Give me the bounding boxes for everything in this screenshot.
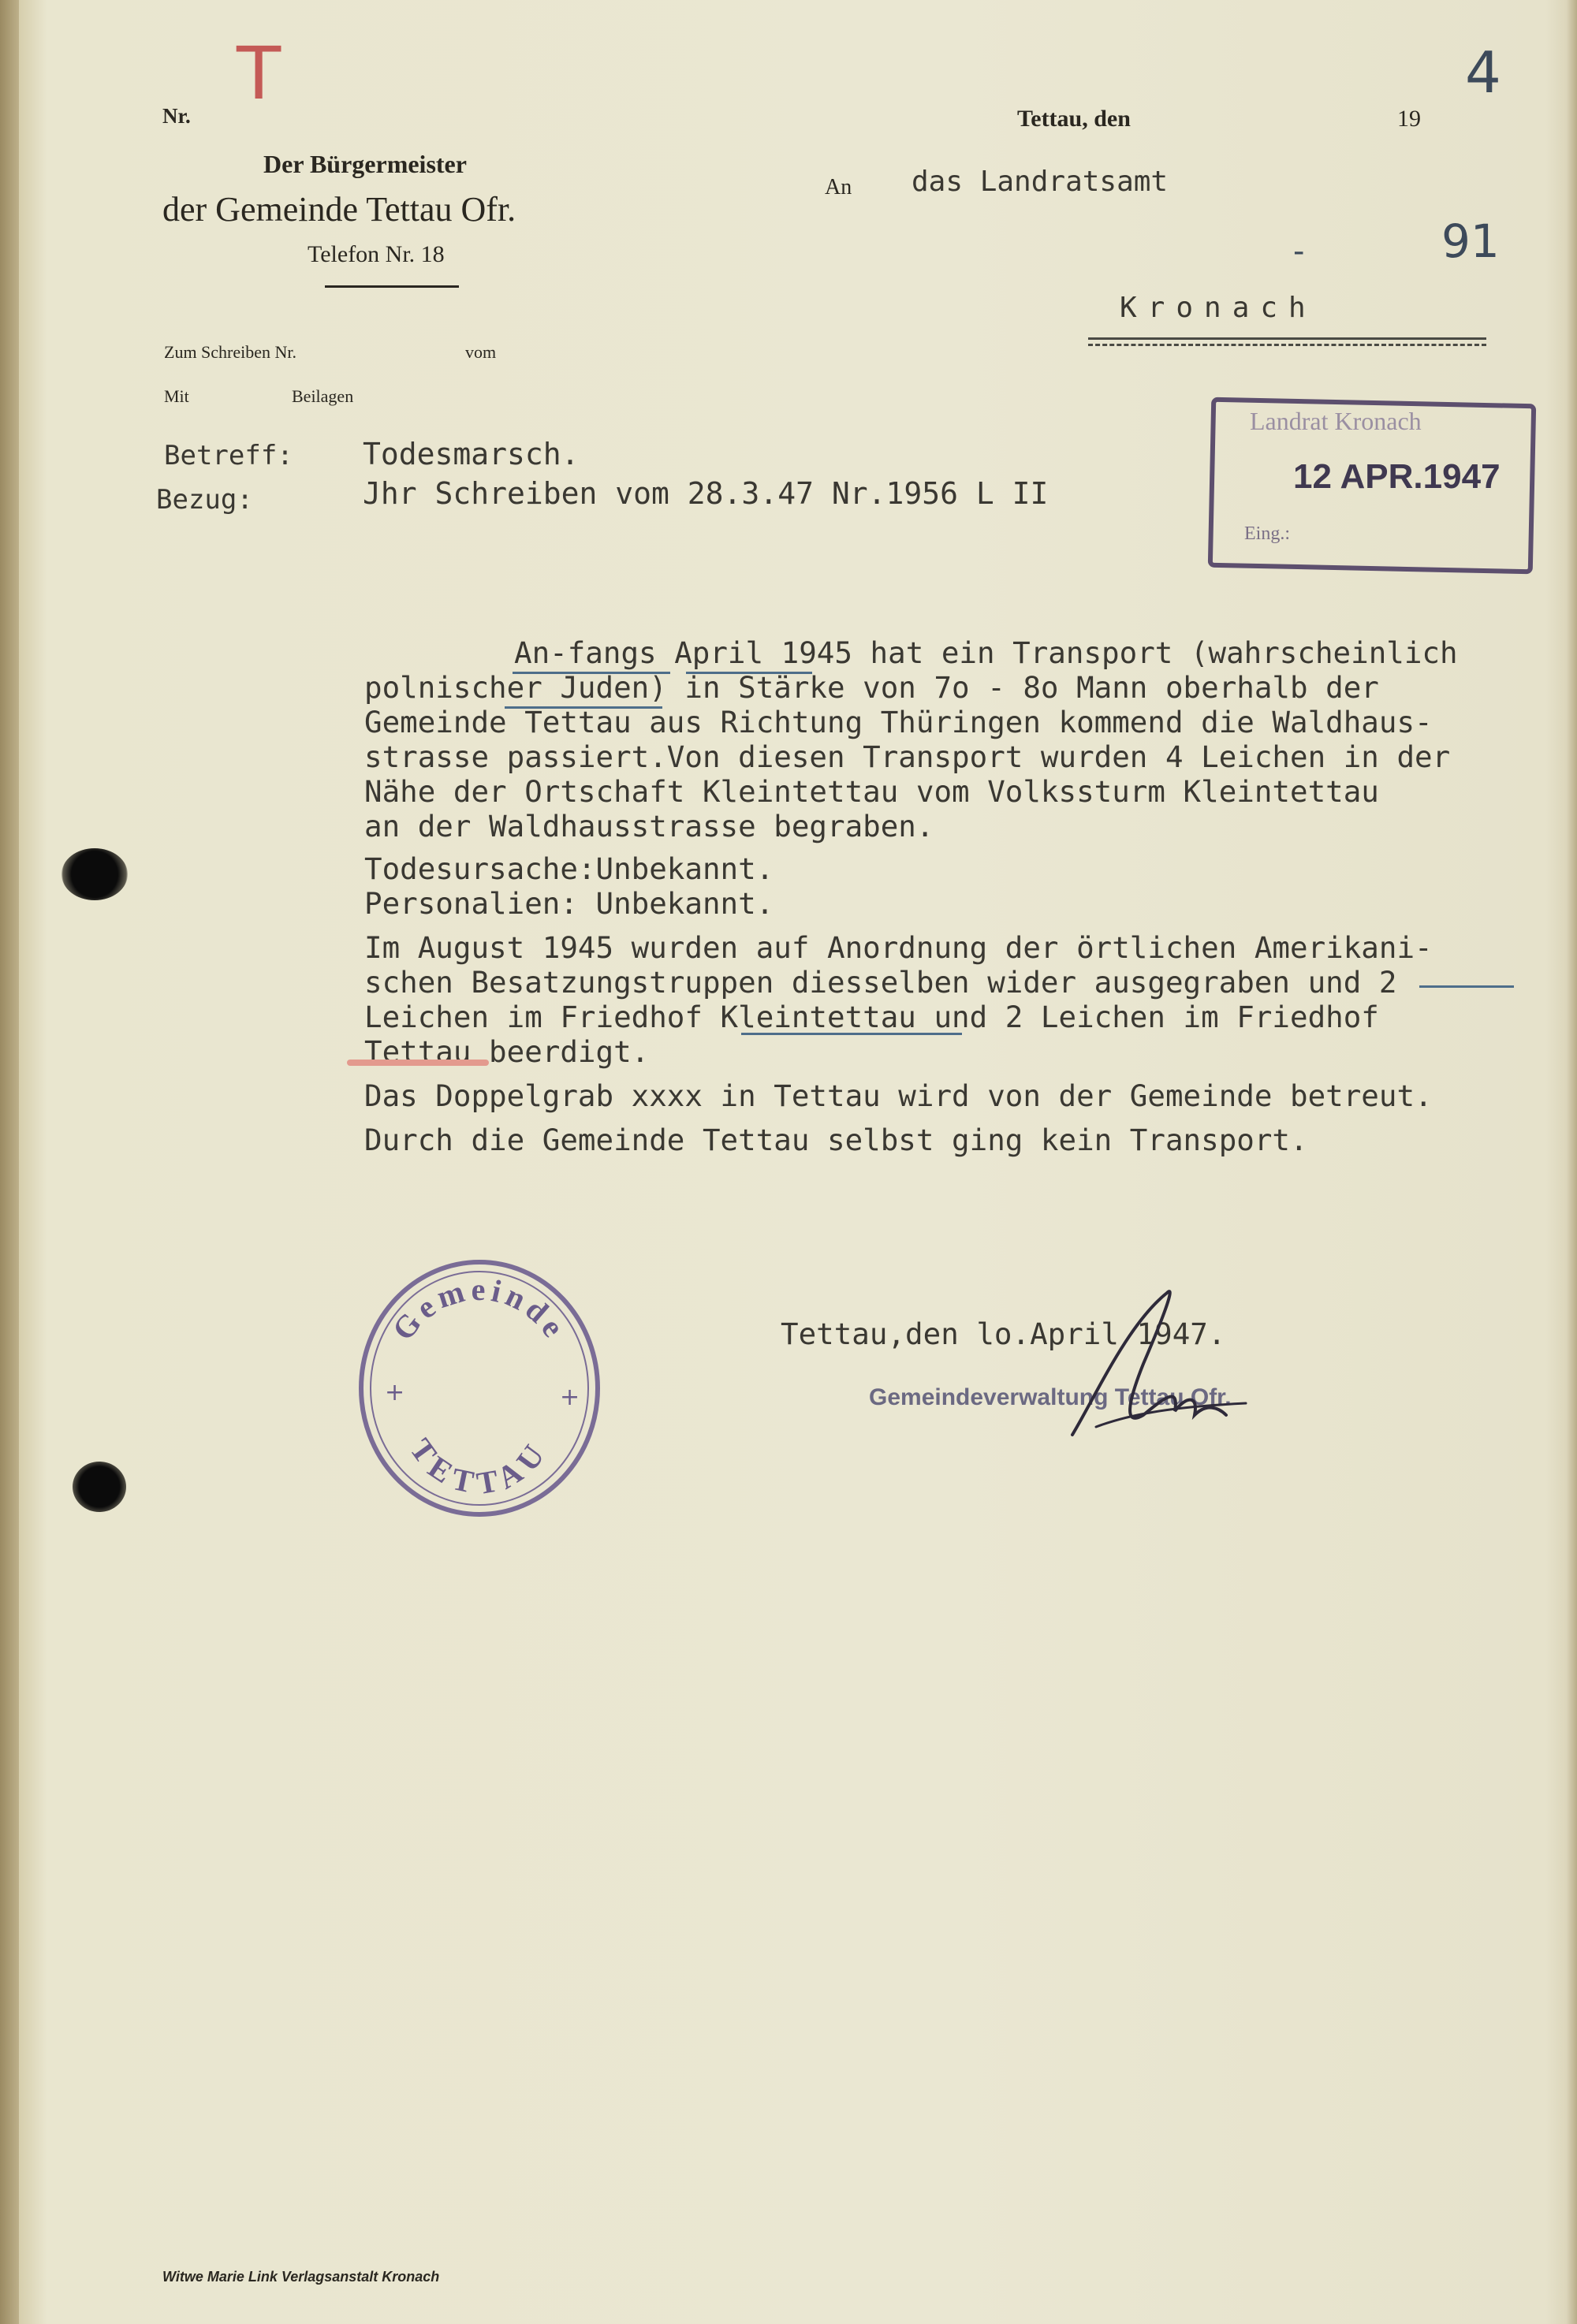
pencil-underline — [513, 672, 670, 674]
pencil-underline — [741, 1033, 962, 1035]
punch-hole — [73, 1462, 126, 1512]
seal-top-text: Gemeinde — [385, 1271, 575, 1347]
authority-stamp: Gemeindeverwaltung Tettau Ofr. — [869, 1384, 1232, 1410]
paper-right-edge — [1566, 0, 1577, 2324]
enclosure-mit-label: Mit — [164, 386, 189, 406]
reference-line-value: Jhr Schreiben vom 28.3.47 Nr.1956 L II — [363, 476, 1049, 511]
received-stamp-date: 12 APR.1947 — [1293, 457, 1501, 496]
enclosure-label: Beilagen — [292, 386, 354, 406]
body-line: Nähe der Ortschaft Kleintettau vom Volkssturm Kleintettau — [364, 774, 1379, 809]
punch-hole — [62, 848, 128, 900]
reference-line-label: Bezug: — [156, 484, 253, 516]
received-stamp-eing: Eing.: — [1244, 523, 1290, 544]
svg-text:+: + — [385, 1379, 405, 1406]
recipient-city: Kronach — [1120, 292, 1317, 324]
subject-label: Betreff: — [164, 440, 293, 471]
recipient-rule — [1088, 337, 1486, 340]
letterhead-municipality: der Gemeinde Tettau Ofr. — [162, 190, 516, 229]
nr-label: Nr. — [162, 104, 191, 128]
body-line: An-fangs April 1945 hat ein Transport (wahrscheinlich — [514, 635, 1458, 670]
body-line: an der Waldhausstrasse begraben. — [364, 809, 934, 844]
personal-data-line: Personalien: Unbekannt. — [364, 886, 774, 921]
reference-vom-label: vom — [465, 342, 497, 362]
closing-date: Tettau,den lo.April 1947. — [781, 1317, 1226, 1351]
letterhead-rule — [325, 285, 459, 288]
double-grave-line: Das Doppelgrab xxxx in Tettau wird von der Gemeinde betreut. — [364, 1078, 1433, 1113]
body-line: Leichen im Friedhof Kleintettau und 2 Leichen im Friedhof — [364, 1000, 1379, 1034]
cause-of-death-line: Todesursache:Unbekannt. — [364, 851, 774, 886]
reference-label: Zum Schreiben Nr. — [164, 342, 297, 362]
place-date-label: Tettau, den — [1017, 106, 1131, 132]
received-stamp-office: Landrat Kronach — [1250, 407, 1422, 435]
svg-text:+: + — [560, 1384, 580, 1411]
body-line: Gemeinde Tettau aus Richtung Thüringen kommend die Waldhaus- — [364, 705, 1433, 739]
recipient-number: 91 — [1441, 214, 1500, 268]
pencil-underline — [686, 672, 812, 674]
red-pencil-underline — [347, 1060, 489, 1066]
recipient-dash: - — [1293, 233, 1305, 270]
municipal-seal-icon — [353, 1258, 606, 1518]
body-line: Im August 1945 wurden auf Anordnung der örtlichen Amerikani- — [364, 930, 1433, 965]
seal-bottom-text: TETTAU — [403, 1432, 556, 1502]
corner-number: 4 — [1465, 39, 1501, 106]
recipient-rule-dashed — [1088, 344, 1486, 346]
subject-value: Todesmarsch. — [363, 437, 580, 471]
paper-left-edge — [0, 0, 19, 2324]
pencil-underline — [1419, 985, 1514, 988]
pencil-underline — [505, 706, 662, 709]
svg-text:TETTAU — [403, 1432, 556, 1501]
body-line: Tettau beerdigt. — [364, 1034, 650, 1069]
letterhead-phone: Telefon Nr. 18 — [308, 241, 445, 267]
letterhead-title: Der Bürgermeister — [263, 150, 467, 178]
year-prefix: 19 — [1397, 106, 1421, 132]
body-line: polnischer Juden) in Stärke von 7o - 8o Mann oberhalb der — [364, 670, 1379, 705]
no-transport-line: Durch die Gemeinde Tettau selbst ging kein Transport. — [364, 1123, 1308, 1157]
body-line: strasse passiert.Von diesen Transport wurden 4 Leichen in der — [364, 739, 1451, 774]
signature-icon — [1049, 1277, 1254, 1458]
body-line: schen Besatzungstruppen diesselben wider ausgegraben und 2 — [364, 965, 1397, 1000]
red-pencil-mark: T — [237, 32, 281, 116]
recipient-name: das Landratsamt — [912, 166, 1169, 198]
printer-imprint: Witwe Marie Link Verlagsanstalt Kronach — [162, 2269, 440, 2285]
recipient-an: An — [825, 175, 852, 199]
